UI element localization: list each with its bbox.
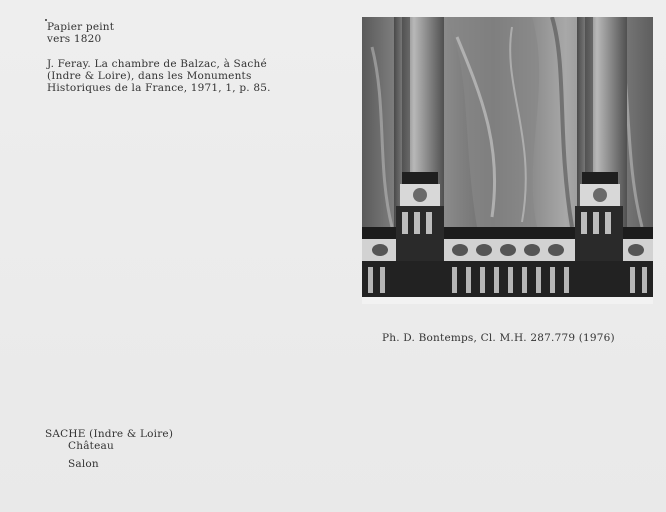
wallpaper-photograph [362,17,653,304]
photo-credit: Ph. D. Bontemps, Cl. M.H. 287.779 (1976) [382,332,615,344]
location-building: Château [68,440,114,452]
subject-title [47,21,114,45]
bibliographic-reference [47,58,271,94]
subject-title-line: Papier peint [47,21,115,33]
location-place: SACHE (Indre & Loire) [45,428,174,440]
location-room: Salon [68,458,99,470]
subject-date-line: vers 1820 [47,33,102,45]
reference-line-2: (Indre & Loire), dans les Monuments [47,70,252,82]
reference-line-3: Historiques de la France, 1971, 1, p. 85. [47,82,271,94]
reference-line-1: J. Feray. La chambre de Balzac, à Saché [47,58,267,70]
